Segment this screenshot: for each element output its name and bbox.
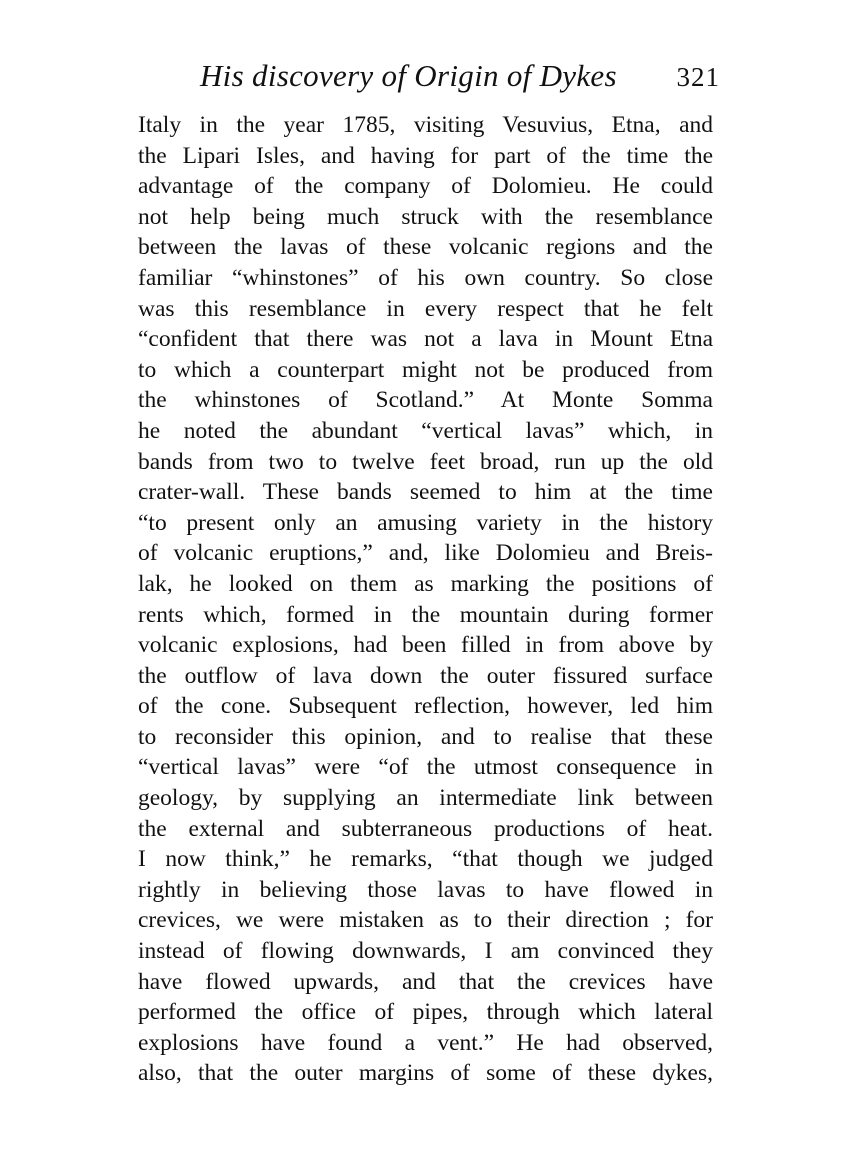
text-line: performed the office of pipes, through which lateral [138,999,713,1026]
text-line: “vertical lavas” were “of the utmost consequence in [138,754,713,781]
text-line: lak, he looked on them as marking the positions of [138,570,713,597]
text-line: geology, by supplying an intermediate link between [138,785,713,812]
text-line: of volcanic eruptions,” and, like Dolomieu and Breis- [138,540,713,567]
text-line: Italy in the year 1785, visiting Vesuvius, Etna, and [138,112,713,138]
text-line: the external and subterraneous productions of heat. [138,815,713,842]
text-line: familiar “whinstones” of his own country. So close [138,264,713,291]
text-line: to reconsider this opinion, and to realise that these [138,723,713,750]
text-line: was this resemblance in every respect that he felt [138,295,713,322]
text-line: the Lipari Isles, and having for part of the time the [138,142,713,169]
body-text [138,110,713,1089]
running-head-title: His discovery of Origin of Dykes [200,58,617,93]
text-line: the outflow of lava down the outer fissured surface [138,662,713,689]
text-line: “to present only an amusing variety in the history [138,509,713,536]
text-line: also, that the outer margins of some of these dykes, [138,1060,713,1087]
text-line: of the cone. Subsequent reflection, however, led him [138,693,713,720]
text-line: the whinstones of Scotland.” At Monte Somma [138,387,713,414]
text-line: between the lavas of these volcanic regions and the [138,234,713,261]
text-line: “confident that there was not a lava in Mount Etna [138,326,713,353]
text-line: rightly in believing those lavas to have flowed in [138,876,713,903]
text-line: bands from two to twelve feet broad, run up the old [138,448,713,475]
text-line: crater-wall. These bands seemed to him at the time [138,479,713,506]
running-head [200,58,720,98]
text-line: I now think,” he remarks, “that though we judged [138,846,713,873]
text-line: volcanic explosions, had been filled in from above by [138,632,713,659]
text-line: advantage of the company of Dolomieu. He could [138,173,713,200]
text-line: he noted the abundant “vertical lavas” which, in [138,417,713,444]
text-line: to which a counterpart might not be produced from [138,356,713,383]
text-line: crevices, we were mistaken as to their direction ; for [138,907,713,934]
text-line: explosions have found a vent.” He had observed, [138,1029,713,1056]
page-number: 321 [676,62,720,92]
text-line: instead of flowing downwards, I am convinced they [138,938,713,965]
text-line: rents which, formed in the mountain during former [138,601,713,628]
text-line: not help being much struck with the resemblance [138,203,713,230]
text-line: have flowed upwards, and that the crevices have [138,968,713,995]
